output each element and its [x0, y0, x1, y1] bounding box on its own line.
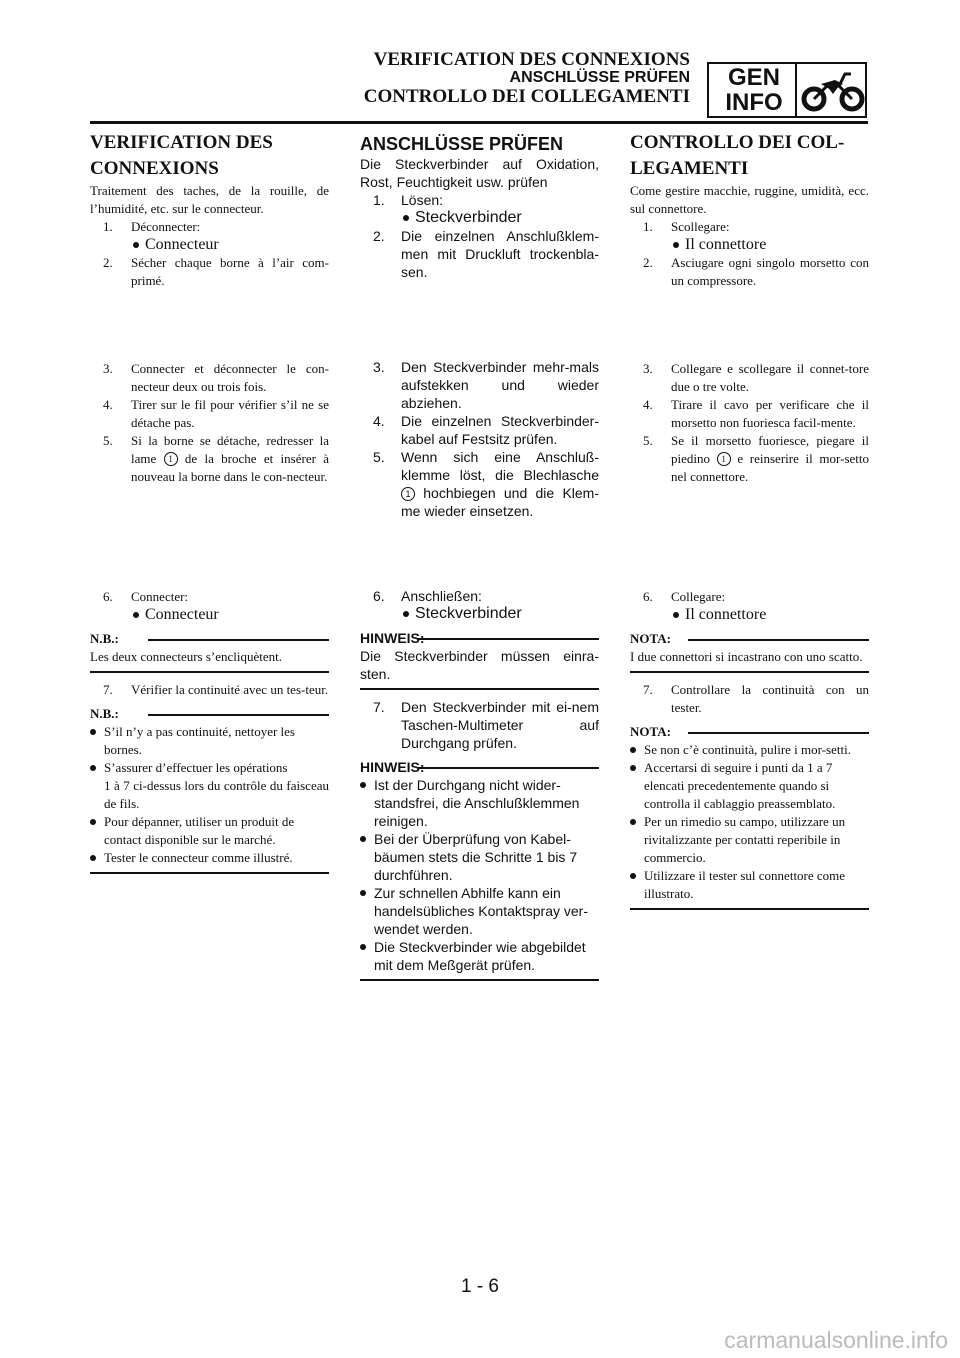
fr-note-2-end-rule — [90, 872, 329, 874]
it-note-bullet-2: Accertarsi di seguire i punti da 1 a 7 elencati precedentemente quando si controlla il cablaggio preassemblato. — [630, 759, 869, 813]
it-intro: Come gestire macchie, ruggine, umidità, ecc. sul connettore. — [630, 183, 869, 216]
it-step-5: 5. Se il morsetto fuoriesce, piegare il piedino 1 e reinserire il mor-setto nel connettore. — [643, 433, 869, 484]
it-step-4: 4. Tirare il cavo per verificare che il morsetto non fuoriesca facil-mente. — [643, 397, 869, 430]
motorcycle-icon — [801, 70, 865, 112]
it-note-2-label: NOTA: — [630, 723, 869, 741]
header-title-it: CONTROLLO DEI COLLEGAMENTI — [363, 86, 690, 107]
de-step-2: 2. Die einzelnen Anschlußklem-men mit Druckluft trockenbla-sen. — [373, 228, 599, 280]
gen-info-badge — [707, 62, 867, 118]
it-step-7: 7. Controllare la continuità con un tester. — [643, 682, 869, 715]
it-step-1: 1. Scollegare: — [643, 219, 730, 234]
it-note-2-end-rule — [630, 908, 869, 910]
de-section-title: ANSCHLÜSSE PRÜFEN — [360, 134, 564, 154]
badge-divider — [795, 64, 797, 116]
header-title-de: ANSCHLÜSSE PRÜFEN — [509, 69, 690, 86]
fr-note-bullet-2-cont: 1 à 7 ci-dessus lors du contrôle du faisceau de fils. — [104, 778, 329, 811]
de-note-2-label: HINWEIS: — [360, 758, 599, 776]
de-note-bullet-4: Die Steckverbinder wie abgebildet mit dem Meßgerät prüfen. — [360, 938, 599, 974]
de-step-5: 5. Wenn sich eine Anschluß-klemme löst, die Blechlasche 1 hochbiegen und die Klem-me wieder einsetzen. — [373, 449, 599, 519]
de-section-bottom — [345, 587, 599, 981]
it-step-1-bullet: Il connettore — [615, 236, 869, 254]
it-step-3: 3. Collegare e scollegare il connet-tore due o tre volte. — [643, 361, 869, 394]
it-step-6: 6. Collegare: — [643, 589, 726, 604]
fr-section-mid — [75, 360, 329, 486]
it-section-title — [615, 130, 869, 182]
fr-note-2-label: N.B.: — [90, 705, 329, 723]
it-note-2-list — [630, 741, 869, 910]
fr-step-4: 4. Tirer sur le fil pour vérifier s’il ne se détache pas. — [103, 397, 329, 430]
fr-step-2: 2. Sécher chaque borne à l’air com-primé. — [103, 255, 329, 288]
de-step-6: 6. Anschließen: — [373, 588, 482, 604]
fr-step-6-bullet: Connecteur — [75, 606, 329, 624]
de-step-7: 7. Den Steckverbinder mit ei-nem Taschen-Multimeter auf Durchgang prüfen. — [373, 699, 599, 751]
it-section-mid — [615, 360, 869, 486]
de-step-1: 1. Lösen: — [373, 192, 444, 208]
it-section-bottom — [615, 588, 869, 910]
it-title-line-2: LEGAMENTI — [630, 158, 749, 179]
it-note-bullet-1: Se non c’è continuità, pulire i mor-setti. — [630, 741, 869, 759]
de-note-bullet-3: Zur schnellen Abhilfe kann ein handelsübliches Kontaktspray ver-wendet werden. — [360, 884, 599, 938]
de-step-6-bullet: Steckverbinder — [345, 605, 599, 623]
fr-section-title — [75, 130, 329, 182]
fr-note-bullet-1: S’il n’y a pas continuité, nettoyer les bornes. — [90, 723, 329, 759]
de-section-top — [345, 133, 599, 281]
badge-line-2: INFO — [725, 89, 783, 116]
de-note-1-end-rule — [360, 688, 599, 690]
fr-intro: Traitement des taches, de la rouille, de l’humidité, etc. sur le connecteur. — [90, 183, 329, 216]
header-rule — [90, 121, 868, 124]
fr-step-1-bullet: Connecteur — [75, 236, 329, 254]
fr-note-bullet-2: S’assurer d’effectuer les opérations — [90, 759, 329, 777]
it-step-6-bullet: Il connettore — [615, 606, 869, 624]
fr-title-line-1: VERIFICATION DES — [90, 132, 273, 153]
it-note-1-end-rule — [630, 671, 869, 673]
callout-1: 1 — [164, 452, 178, 466]
fr-note-1-label: N.B.: — [90, 630, 329, 648]
fr-note-2-list — [90, 723, 329, 874]
de-note-bullet-2: Bei der Überprüfung von Kabel-bäumen stets die Schritte 1 bis 7 durchführen. — [360, 830, 599, 884]
fr-step-6: 6. Connecter: — [103, 589, 189, 604]
fr-step-5: 5. Si la borne se détache, redresser la lame 1 de la broche et insérer à nouveau la borne dans le con-necteur. — [103, 433, 329, 484]
de-step-3: 3. Den Steckverbinder mehr-mals aufstekken und wieder abziehen. — [373, 359, 599, 411]
it-note-bullet-4: Utilizzare il tester sul connettore come illustrato. — [630, 867, 869, 903]
it-note-1-label: NOTA: — [630, 630, 869, 648]
watermark: carmanualsonline.info — [724, 1327, 948, 1353]
it-section-top — [615, 130, 869, 290]
fr-section-top — [75, 130, 329, 290]
it-title-line-1: CONTROLLO DEI COL- — [630, 132, 845, 153]
fr-section-bottom — [75, 588, 329, 874]
de-section-mid — [345, 358, 599, 520]
de-intro: Die Steckverbinder auf Oxidation, Rost, Feuchtigkeit usw. prüfen — [360, 156, 599, 190]
badge-text — [715, 65, 793, 115]
callout-1: 1 — [401, 487, 415, 501]
page-number: 1 - 6 — [460, 1276, 500, 1297]
header-title-fr: VERIFICATION DES CONNEXIONS — [373, 49, 690, 70]
fr-note-bullet-4: Tester le connecteur comme illustré. — [90, 849, 329, 867]
it-note-1-text: I due connettori si incastrano con uno scatto. — [630, 649, 863, 664]
fr-step-3: 3. Connecter et déconnecter le con-necteur deux ou trois fois. — [103, 361, 329, 394]
badge-line-1: GEN — [727, 64, 780, 91]
de-note-1-label: HINWEIS: — [360, 629, 599, 647]
it-step-2: 2. Asciugare ogni singolo morsetto con un compressore. — [643, 255, 869, 288]
de-step-1-bullet: Steckverbinder — [345, 209, 599, 227]
callout-1: 1 — [717, 452, 731, 466]
fr-note-1-text: Les deux connecteurs s’encliquètent. — [90, 649, 283, 664]
de-note-1-text: Die Steckverbinder müssen einra-sten. — [360, 648, 599, 682]
de-note-2-list — [360, 776, 599, 981]
fr-step-7: 7. Vérifier la continuité avec un tes-teur. — [103, 682, 329, 697]
de-note-2-end-rule — [360, 979, 599, 981]
de-step-4: 4. Die einzelnen Steckverbinder-kabel auf Festsitz prüfen. — [373, 413, 599, 447]
it-note-bullet-3: Per un rimedio su campo, utilizzare un rivitalizzante per contatti reperibile in commercio. — [630, 813, 869, 867]
fr-note-bullet-3: Pour dépanner, utiliser un produit de contact disponible sur le marché. — [90, 813, 329, 849]
fr-step-1: 1. Déconnecter: — [103, 219, 201, 234]
fr-title-line-2: CONNEXIONS — [90, 158, 219, 179]
fr-note-1-end-rule — [90, 671, 329, 673]
de-note-bullet-1: Ist der Durchgang nicht wider-standsfrei, die Anschlußklemmen reinigen. — [360, 776, 599, 830]
